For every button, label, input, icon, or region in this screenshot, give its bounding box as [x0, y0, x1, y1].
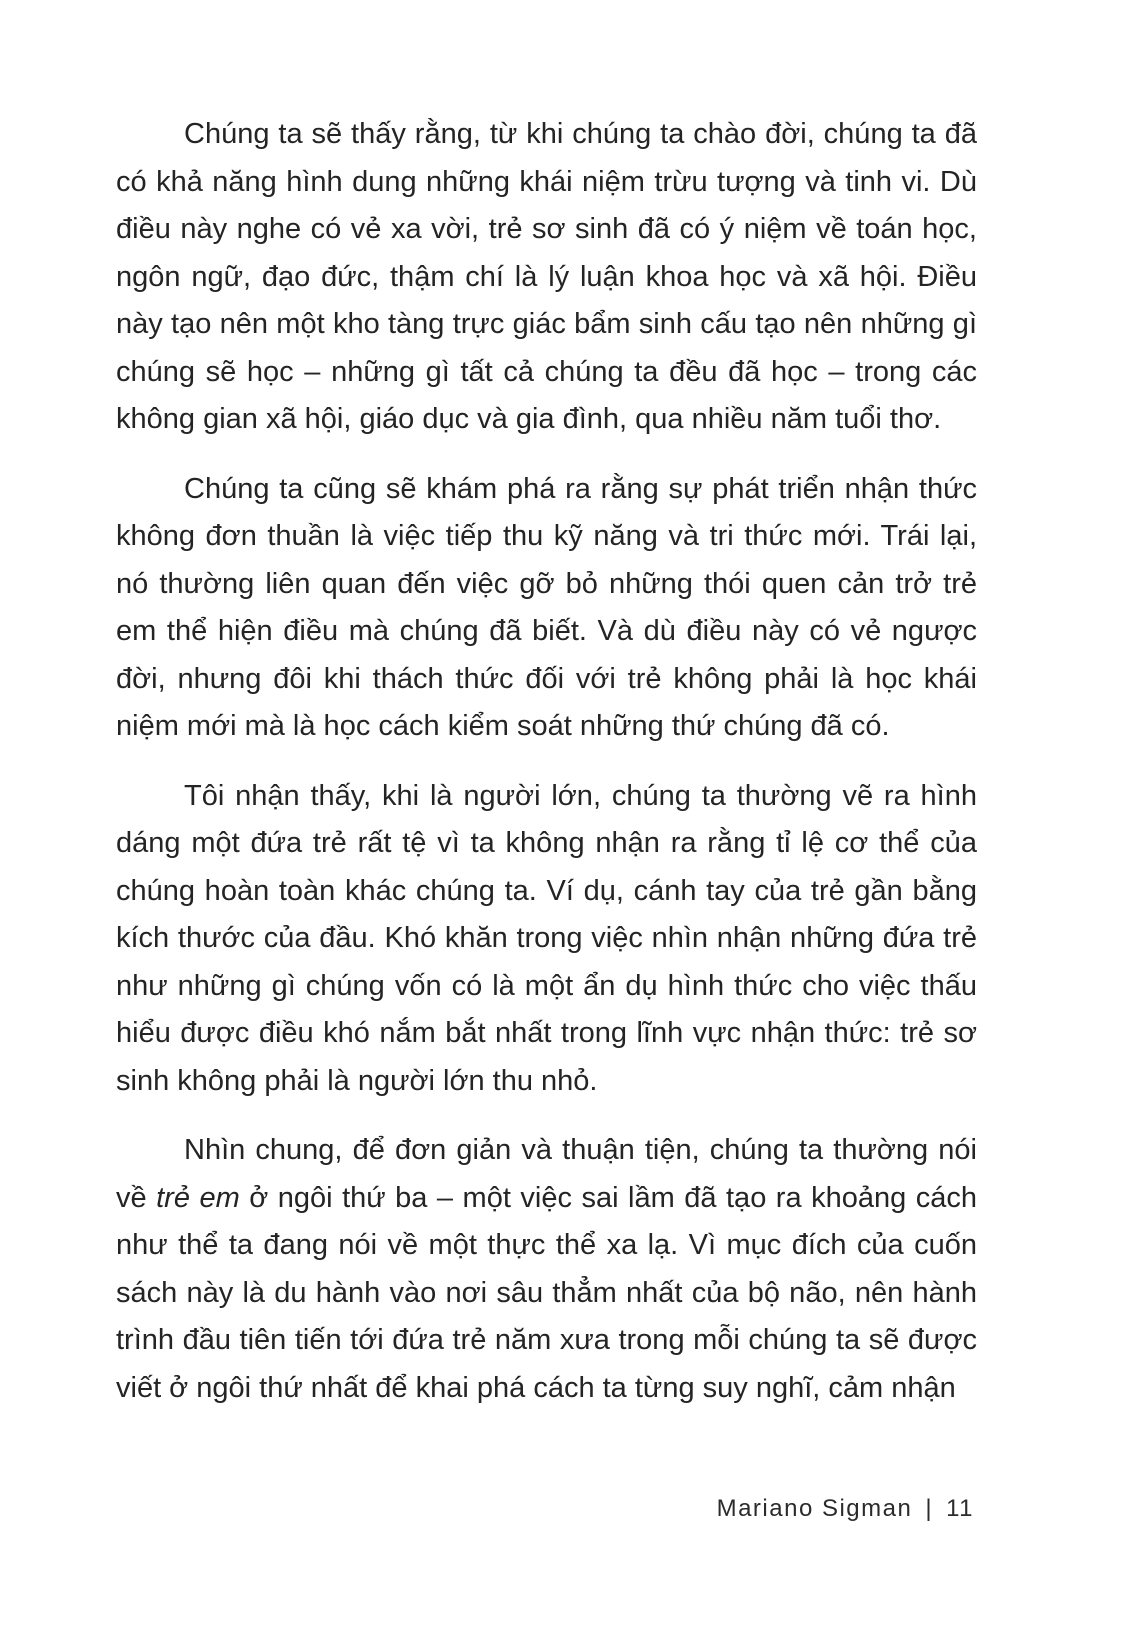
paragraph — [116, 773, 977, 1106]
text-segment: Chúng ta cũng sẽ khám phá ra rằng sự phát triển nhận thức không đơn thuần là việc tiếp thu kỹ năng và tri thức mới. Trái lại, nó thường liên quan đến việc gỡ bỏ những thói quen cản trở trẻ em thể hiện điều mà chúng đã biết. Và dù điều này có vẻ ngược đời, nhưng đôi khi thách thức đối với trẻ không phải là học khái niệm mới mà là học cách kiểm soát những thứ chúng đã có. — [116, 472, 977, 742]
footer-separator: | — [925, 1495, 934, 1522]
body-text — [116, 111, 977, 1412]
text-segment: Nhìn chung, để đơn giản và thuận tiện, chúng ta thường nói về — [116, 1134, 977, 1214]
page-number: 11 — [946, 1495, 974, 1522]
paragraph — [116, 1127, 977, 1412]
italic-text: trẻ em — [156, 1181, 240, 1214]
paragraph — [116, 111, 977, 444]
text-segment: Chúng ta sẽ thấy rằng, từ khi chúng ta chào đời, chúng ta đã có khả năng hình dung những khái niệm trừu tượng và tinh vi. Dù điều này nghe có vẻ xa vời, trẻ sơ sinh đã có ý niệm về toán học, ngôn ngữ, đạo đức, thậm chí là lý luận khoa học và xã hội. Điều này tạo nên một kho tàng trực giác bẩm sinh cấu tạo nên những gì chúng sẽ học – những gì tất cả chúng ta đều đã học – trong các không gian xã hội, giáo dục và gia đình, qua nhiều năm tuổi thơ. — [116, 118, 977, 435]
page-footer — [717, 1494, 974, 1524]
paragraph — [116, 466, 977, 751]
text-segment: ở ngôi thứ ba – một việc sai lầm đã tạo ra khoảng cách như thể ta đang nói về một thực thể xa lạ. Vì mục đích của cuốn sách này là du hành vào nơi sâu thẳm nhất của bộ não, nên hành trình đầu tiên tiến tới đứa trẻ năm xưa trong mỗi chúng ta sẽ được viết ở ngôi thứ nhất để khai phá cách ta từng suy nghĩ, cảm nhận — [116, 1181, 977, 1404]
text-segment: Tôi nhận thấy, khi là người lớn, chúng ta thường vẽ ra hình dáng một đứa trẻ rất tệ vì ta không nhận ra rằng tỉ lệ cơ thể của chúng hoàn toàn khác chúng ta. Ví dụ, cánh tay của trẻ gần bằng kích thước của đầu. Khó khăn trong việc nhìn nhận những đứa trẻ như những gì chúng vốn có là một ẩn dụ hình thức cho việc thấu hiểu được điều khó nắm bắt nhất trong lĩnh vực nhận thức: trẻ sơ sinh không phải là người lớn thu nhỏ. — [116, 779, 977, 1097]
author-name: Mariano Sigman — [716, 1495, 913, 1522]
